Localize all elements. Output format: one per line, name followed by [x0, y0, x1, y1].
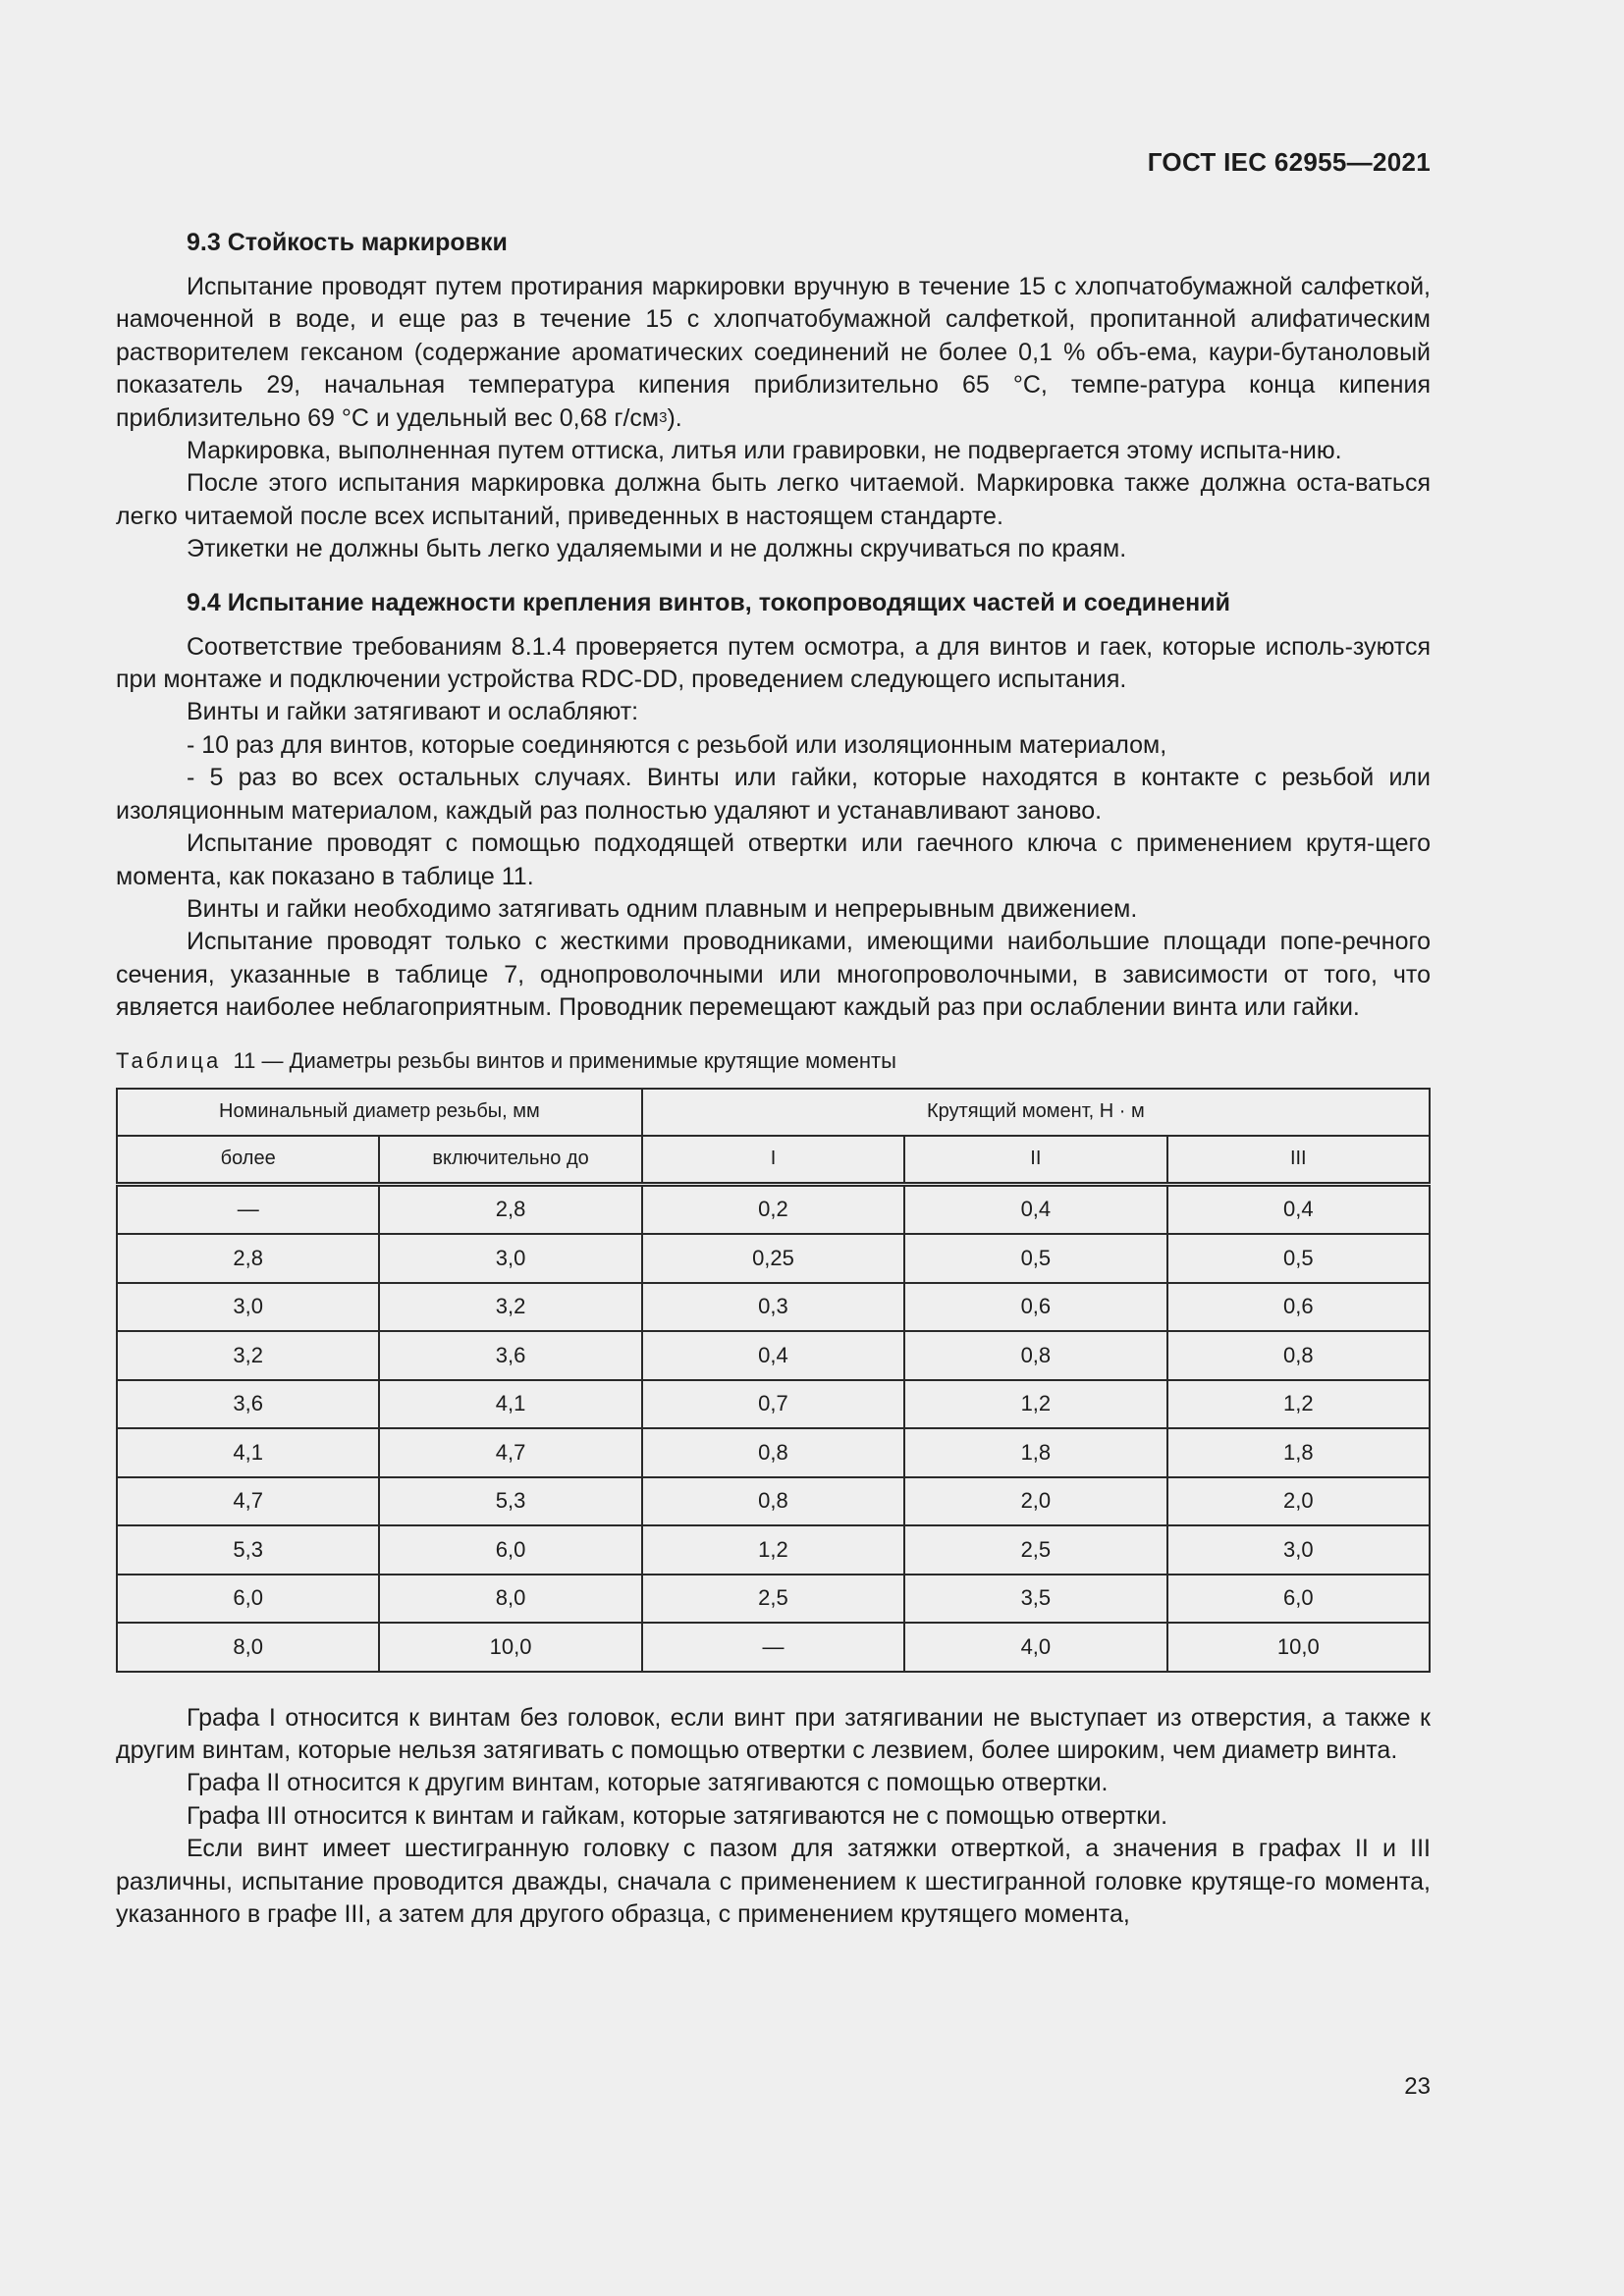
table-cell: 3,0 [1167, 1525, 1430, 1575]
section-9-3-paragraph-3: После этого испытания маркировка должна быть легко читаемой. Маркировка также должна оста-ваться легко читаемой после всех испытаний, приведенных в настоящем стандарте. [116, 469, 1431, 530]
table-cell: 0,6 [904, 1283, 1166, 1332]
table-row [117, 1184, 1430, 1234]
table-cell: 3,0 [379, 1234, 641, 1283]
table-row [117, 1477, 1430, 1526]
table-row [117, 1234, 1430, 1283]
section-9-4-paragraph-2: Винты и гайки затягивают и ослабляют: [187, 698, 639, 726]
table-group-diameter: Номинальный диаметр резьбы, мм [117, 1089, 642, 1136]
table-cell: 0,2 [642, 1184, 904, 1234]
table-col-iii: III [1167, 1136, 1430, 1185]
table-cell: 0,8 [642, 1428, 904, 1477]
table-cell: 8,0 [117, 1623, 379, 1672]
table-cell: 0,7 [642, 1380, 904, 1429]
table-cell: 3,6 [117, 1380, 379, 1429]
table-cell: 3,5 [904, 1575, 1166, 1624]
table-cell: 1,8 [1167, 1428, 1430, 1477]
table-row [117, 1380, 1430, 1429]
section-9-4-paragraph-1: Соответствие требованиям 8.1.4 проверяется путем осмотра, а для винтов и гаек, которые исполь-зуются при монтаже и подключении устройства RDC-DD, проведением следующего испытания. [116, 632, 1431, 694]
table-cell: — [117, 1184, 379, 1234]
table-cell: 0,3 [642, 1283, 904, 1332]
section-9-3-paragraph-2: Маркировка, выполненная путем оттиска, литья или гравировки, не подвергается этому испыта-нию. [187, 437, 1342, 465]
section-9-3-paragraph-4: Этикетки не должны быть легко удаляемыми и не должны скручиваться по краям. [187, 535, 1127, 563]
table-caption-label: Таблица [116, 1047, 222, 1073]
section-9-4-paragraph-7: Испытание проводят только с жесткими проводниками, имеющими наибольшие площади попе-речного сечения, указанные в таблице 7, однопроволочными или многопроволочными, в зависимости от того, что является наиболее неблагоприятным. Проводник перемещают каждый раз при ослаблении винта или гайки. [116, 928, 1431, 1022]
section-9-4-list-item-1: - 10 раз для винтов, которые соединяются с резьбой или изоляционным материалом, [187, 730, 1167, 759]
table-cell: 2,5 [642, 1575, 904, 1624]
table-cell: 1,2 [1167, 1380, 1430, 1429]
table-col-i: I [642, 1136, 904, 1185]
table-row [117, 1525, 1430, 1575]
after-table-paragraph-4: Если винт имеет шестигранную головку с пазом для затяжки отверткой, а значения в графах II и III различны, испытание проводится дважды, сначала с применением к шестигранной головке крутяще-го момента, указанного в графе III, а затем для другого образца, с применением крутящего момента, [116, 1835, 1431, 1928]
table-cell: 1,2 [642, 1525, 904, 1575]
torque-table [116, 1088, 1431, 1673]
table-cell: 0,4 [642, 1331, 904, 1380]
table-caption-text: 11 — Диаметры резьбы винтов и применимые крутящие моменты [233, 1047, 896, 1073]
table-cell: 0,6 [1167, 1283, 1430, 1332]
table-cell: 5,3 [117, 1525, 379, 1575]
after-table-paragraph-2: Графа II относится к другим винтам, которые затягиваются с помощью отвертки. [187, 1769, 1109, 1797]
table-col-more: более [117, 1136, 379, 1185]
table-cell: 0,4 [904, 1184, 1166, 1234]
after-table-paragraph-3: Графа III относится к винтам и гайкам, которые затягиваются не с помощью отвертки. [187, 1801, 1168, 1830]
table-cell: 1,2 [904, 1380, 1166, 1429]
section-9-4-paragraph-6: Винты и гайки необходимо затягивать одним плавным и непрерывным движением. [187, 894, 1138, 923]
page-content [116, 0, 1431, 1931]
table-row [117, 1428, 1430, 1477]
table-cell: 0,8 [642, 1477, 904, 1526]
table-cell: 6,0 [379, 1525, 641, 1575]
table-cell: 0,8 [1167, 1331, 1430, 1380]
table-cell: 0,5 [1167, 1234, 1430, 1283]
table-cell: 6,0 [1167, 1575, 1430, 1624]
document-code: ГОСТ IEC 62955—2021 [1147, 147, 1431, 177]
table-cell: 3,2 [379, 1283, 641, 1332]
table-cell: 2,8 [117, 1234, 379, 1283]
table-cell: 2,8 [379, 1184, 641, 1234]
table-group-torque: Крутящий момент, Н · м [642, 1089, 1430, 1136]
section-9-4-paragraph-5: Испытание проводят с помощью подходящей отвертки или гаечного ключа с применением крутя-щего момента, как показано в таблице 11. [116, 829, 1431, 890]
table-row [117, 1575, 1430, 1624]
table-cell: 0,8 [904, 1331, 1166, 1380]
table-cell: 3,6 [379, 1331, 641, 1380]
page-number: 23 [1404, 2073, 1431, 2100]
section-9-4-list-item-2: - 5 раз во всех остальных случаях. Винты или гайки, которые находятся в контакте с резьбой или изоляционным материалом, каждый раз полностью удаляют и устанавливают заново. [116, 764, 1431, 825]
table-col-ii: II [904, 1136, 1166, 1185]
table-row [117, 1331, 1430, 1380]
table-cell: 10,0 [379, 1623, 641, 1672]
section-9-3-paragraph-1: Испытание проводят путем протирания маркировки вручную в течение 15 с хлопчатобумажной салфеткой, намоченной в воде, и еще раз в течение 15 с хлопчатобумажной салфеткой, пропитанной алифатическим растворителем гексаном (содержание ароматических соединений не более 0,1 % объ-ема, каури-бутаноловый показатель 29, начальная температура кипения приблизительно 65 °С, темпе-ратура конца кипения приблизительно 69 °С и удельный вес 0,68 $г/см^3$). [116, 273, 1431, 432]
table-cell: 0,5 [904, 1234, 1166, 1283]
table-cell: 0,25 [642, 1234, 904, 1283]
table-cell: 3,2 [117, 1331, 379, 1380]
table-cell: 4,7 [117, 1477, 379, 1526]
table-cell: 8,0 [379, 1575, 641, 1624]
section-9-4-heading: 9.4 Испытание надежности крепления винтов, токопроводящих частей и соединений [187, 588, 1230, 616]
table-cell: 4,1 [117, 1428, 379, 1477]
after-table-paragraph-1: Графа I относится к винтам без головок, если винт при затягивании не выступает из отверстия, а также к другим винтам, которые нельзя затягивать с помощью отвертки с лезвием, более широким, чем диаметр винта. [116, 1703, 1431, 1764]
table-cell: 4,0 [904, 1623, 1166, 1672]
table-cell: 2,0 [904, 1477, 1166, 1526]
table-cell: 2,0 [1167, 1477, 1430, 1526]
table-row [117, 1283, 1430, 1332]
section-9-3-heading: 9.3 Стойкость маркировки [187, 229, 508, 256]
table-cell: 3,0 [117, 1283, 379, 1332]
table-caption [116, 1046, 1431, 1076]
table-cell: 10,0 [1167, 1623, 1430, 1672]
table-cell: 4,7 [379, 1428, 641, 1477]
table-col-upto: включительно до [379, 1136, 641, 1185]
table-cell: 1,8 [904, 1428, 1166, 1477]
table-cell: — [642, 1623, 904, 1672]
table-cell: 6,0 [117, 1575, 379, 1624]
table-cell: 4,1 [379, 1380, 641, 1429]
table-cell: 5,3 [379, 1477, 641, 1526]
table-cell: 2,5 [904, 1525, 1166, 1575]
table-cell: 0,4 [1167, 1184, 1430, 1234]
table-row [117, 1623, 1430, 1672]
